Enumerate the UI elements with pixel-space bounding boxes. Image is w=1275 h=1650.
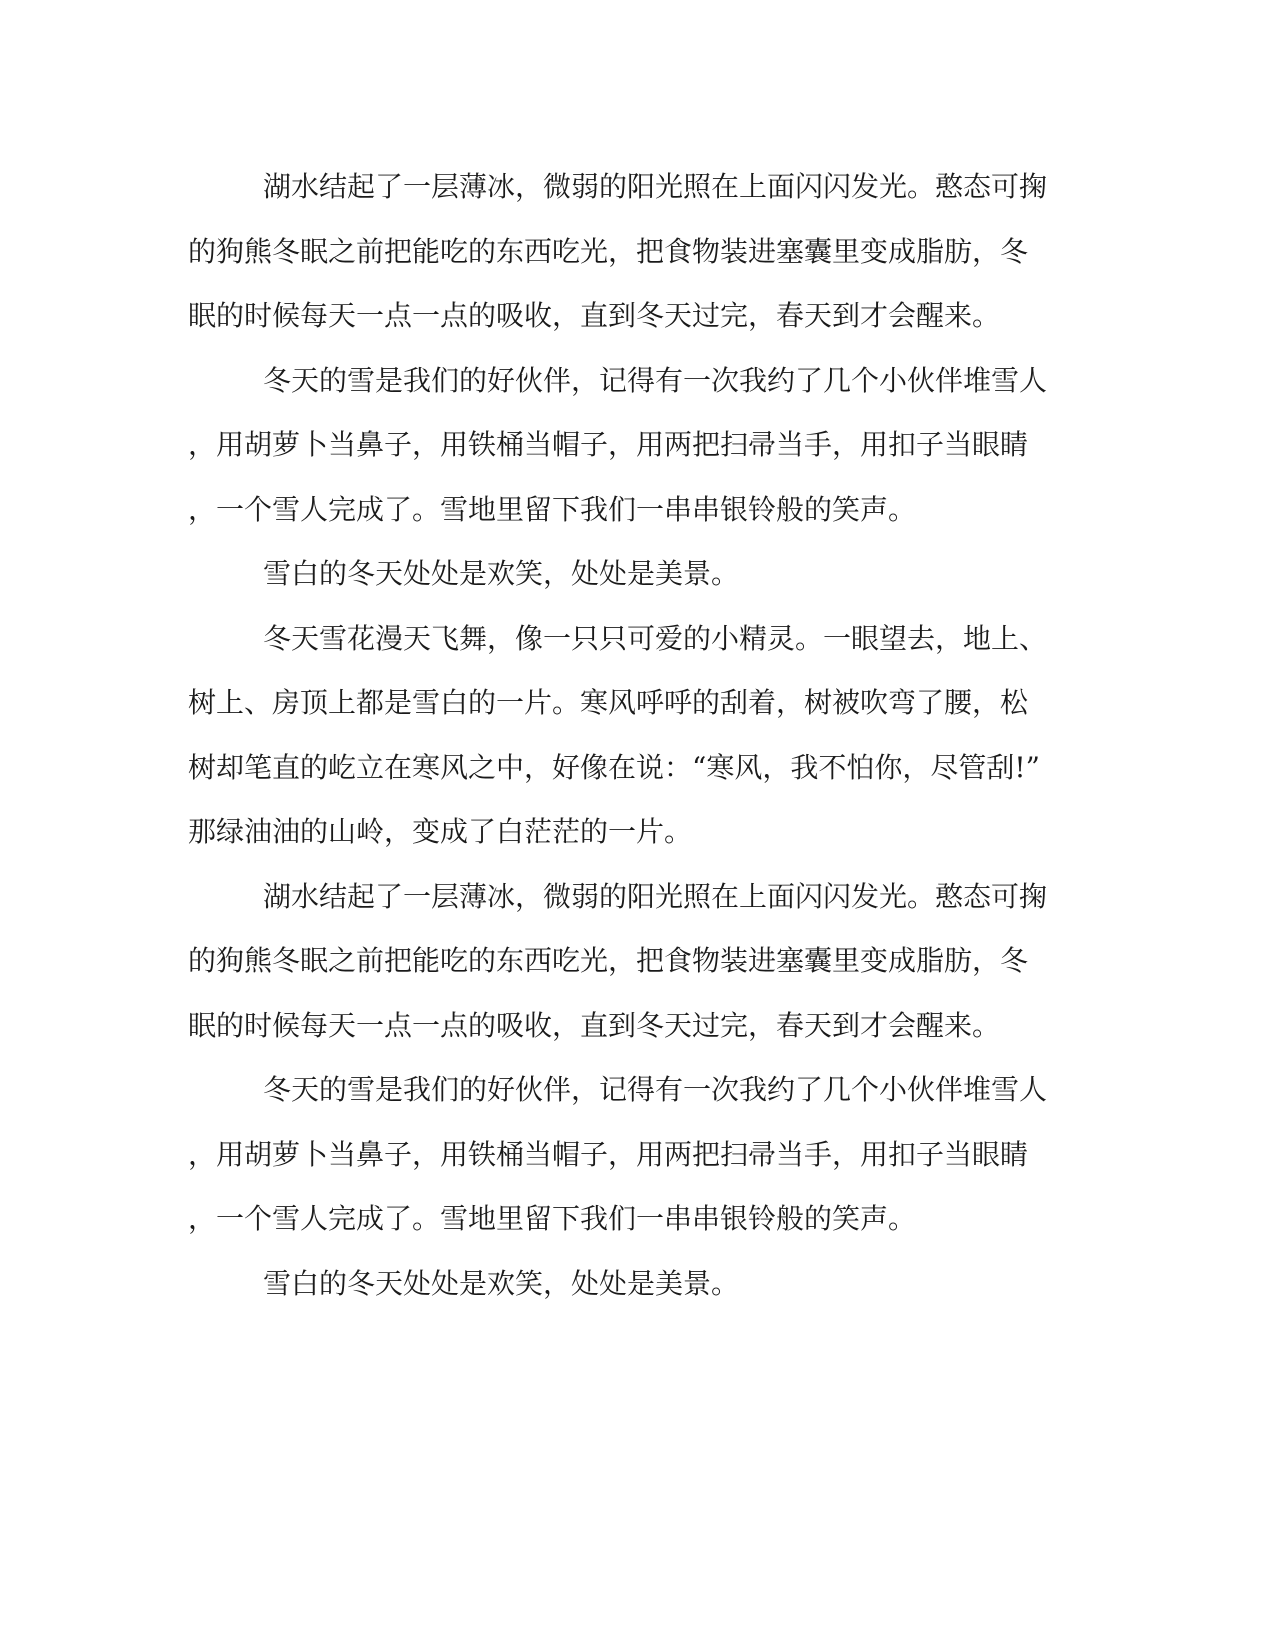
text-line: 眠的时候每天一点一点的吸收，直到冬天过完，春天到才会醒来。 [188,1008,1001,1042]
text-line: 眠的时候每天一点一点的吸收，直到冬天过完，春天到才会醒来。 [188,299,1001,332]
text-line: ，一个雪人完成了。雪地里留下我们一串串银铃般的笑声。 [188,1202,917,1235]
paragraph-6 [188,1058,1083,1252]
text-line: 湖水结起了一层薄冰，微弱的阳光照在上面闪闪发光。憨态可掬 [263,170,1048,203]
text-line: 冬天雪花漫天飞舞，像一只只可爱的小精灵。一眼望去，地上、 [263,621,1048,655]
text-line: 湖水结起了一层薄冰，微弱的阳光照在上面闪闪发光。憨态可掬 [263,879,1048,913]
text-line: ，用胡萝卜当鼻子，用铁桶当帽子，用两把扫帚当手，用扣子当眼睛 [188,428,1029,461]
text-line: 树上、房顶上都是雪白的一片。寒风呼呼的刮着，树被吹弯了腰，松 [188,686,1029,719]
paragraph-7 [188,1252,1083,1317]
text-line: ，用胡萝卜当鼻子，用铁桶当帽子，用两把扫帚当手，用扣子当眼睛 [188,1137,1029,1171]
text-line: 树却笔直的屹立在寒风之中，好像在说：“寒风，我不怕你，尽管刮!” [188,750,1040,784]
paragraph-2 [188,349,1083,543]
text-line: 冬天的雪是我们的好伙伴，记得有一次我约了几个小伙伴堆雪人 [263,363,1048,397]
paragraph-4 [188,607,1083,865]
text-line: 雪白的冬天处处是欢笑，处处是美景。 [263,1266,740,1300]
text-line: 雪白的冬天处处是欢笑，处处是美景。 [263,557,740,590]
text-line: ，一个雪人完成了。雪地里留下我们一串串银铃般的笑声。 [188,492,917,526]
paragraph-1 [188,155,1083,349]
text-line: 那绿油油的山岭，变成了白茫茫的一片。 [188,815,693,848]
text-line: 的狗熊冬眠之前把能吃的东西吃光，把食物装进塞囊里变成脂肪，冬 [188,944,1029,977]
text-line: 的狗熊冬眠之前把能吃的东西吃光，把食物装进塞囊里变成脂肪，冬 [188,234,1029,268]
paragraph-3 [188,542,1083,607]
paragraph-5 [188,865,1083,1059]
text-line: 冬天的雪是我们的好伙伴，记得有一次我约了几个小伙伴堆雪人 [263,1073,1048,1106]
document-body [188,155,1083,1316]
